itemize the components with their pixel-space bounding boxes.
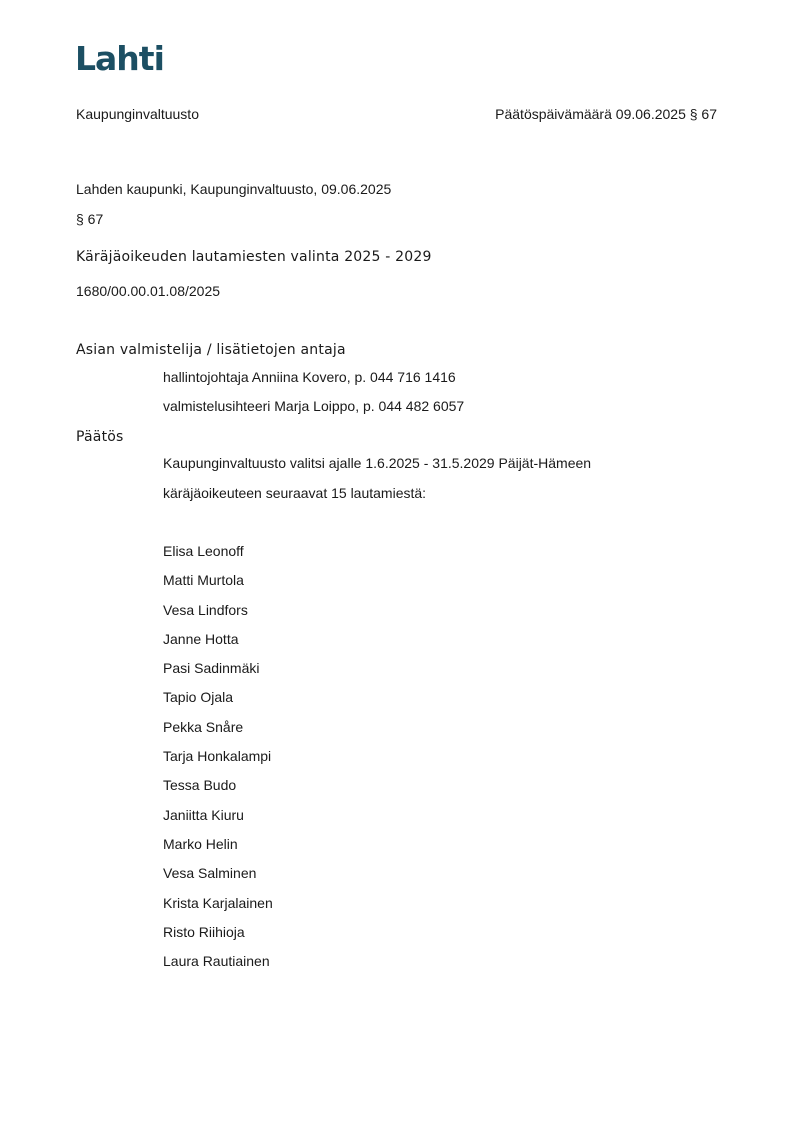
juror-name: Pekka Snåre [163, 718, 244, 735]
header-section: § 67 [689, 106, 717, 122]
header-organ: Kaupunginvaltuusto [76, 106, 199, 122]
document-title: Käräjäoikeuden lautamiesten valinta 2025 - 2029 [76, 249, 432, 265]
preparer-heading: Asian valmistelija / lisätietojen antaja [76, 342, 346, 358]
juror-list [163, 542, 273, 981]
decision-heading: Päätös [76, 429, 124, 445]
meeting-line: Lahden kaupunki, Kaupunginvaltuusto, 09.06.2025 [76, 181, 392, 197]
juror-name: Pasi Sadinmäki [163, 660, 260, 677]
juror-name: Risto Riihioja [163, 923, 245, 940]
juror-name: Vesa Salminen [163, 865, 257, 882]
record-number: 1680/00.00.01.08/2025 [76, 283, 221, 299]
preparer-line: hallintojohtaja Anniina Kovero, p. 044 716 1416 [163, 369, 456, 385]
juror-name: Krista Karjalainen [163, 894, 273, 911]
header-decision-info [495, 106, 717, 122]
juror-name: Matti Murtola [163, 572, 244, 589]
juror-name: Tapio Ojala [163, 689, 234, 706]
juror-name: Tarja Honkalampi [163, 748, 272, 765]
decision-date-label: Päätöspäivämäärä [495, 106, 612, 122]
section-number: § 67 [76, 211, 104, 227]
juror-name: Elisa Leonoff [163, 543, 244, 559]
juror-name: Marko Helin [163, 835, 238, 852]
preparer-line: valmistelusihteeri Marja Loippo, p. 044 482 6057 [163, 398, 465, 414]
decision-date: 09.06.2025 [615, 106, 686, 122]
juror-name: Janne Hotta [163, 630, 239, 647]
juror-name: Laura Rautiainen [163, 953, 270, 970]
juror-name: Vesa Lindfors [163, 601, 248, 618]
decision-line: Kaupunginvaltuusto valitsi ajalle 1.6.2025 - 31.5.2029 Päijät-Hämeen [163, 455, 592, 471]
decision-line: käräjäoikeuteen seuraavat 15 lautamiestä: [163, 485, 427, 501]
juror-name: Tessa Budo [163, 777, 237, 794]
lahti-logo: Lahti [75, 39, 164, 78]
juror-name: Janiitta Kiuru [163, 806, 244, 823]
